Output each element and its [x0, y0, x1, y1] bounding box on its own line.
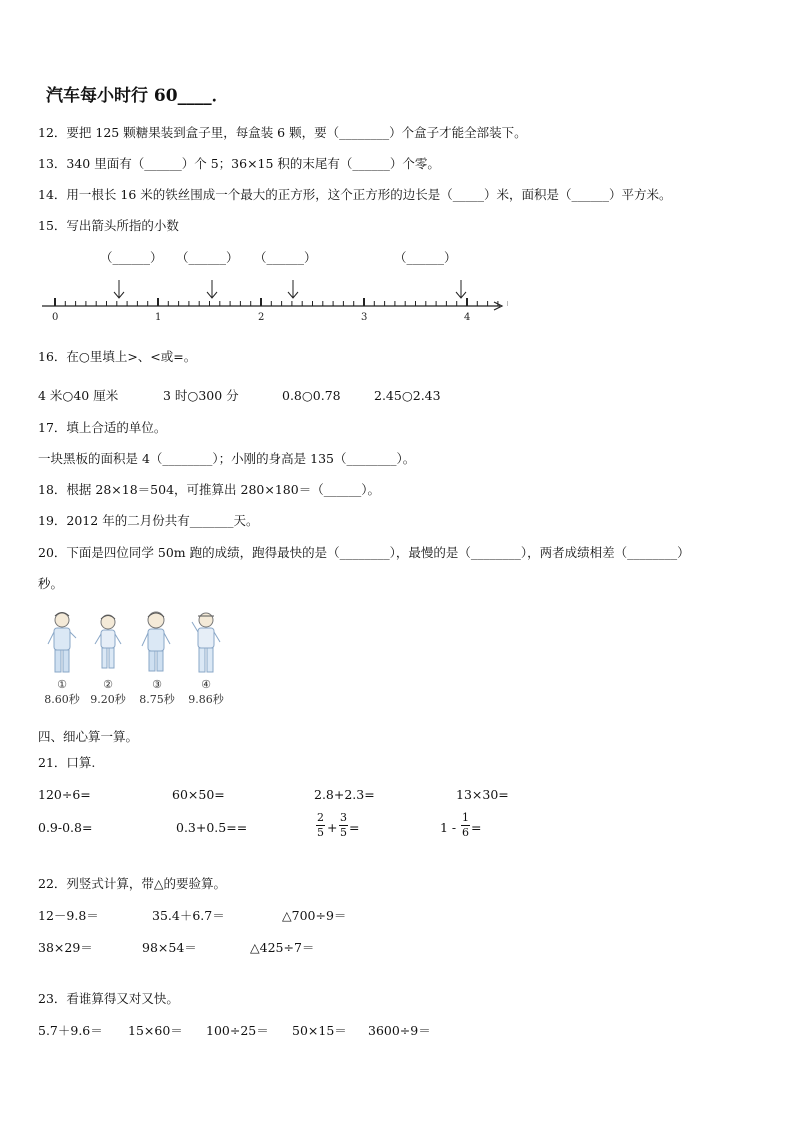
vertical-calc-2: 35.4＋6.7＝: [152, 908, 225, 923]
fraction-1-6: [461, 812, 470, 839]
quick-calc-5: 3600÷9＝: [368, 1023, 431, 1038]
oral-calc-6: 0.3+0.5==: [176, 820, 248, 835]
question-22: 22．列竖式计算，带△的要验算。: [38, 876, 227, 891]
question-14: 14．用一根长 16 米的铁丝围成一个最大的正方形，这个正方形的边长是（_____）米，面积是（______）平方米。: [38, 187, 672, 202]
runner-4-number: ④: [201, 678, 211, 691]
oral-calc-2: 60×50=: [172, 787, 225, 802]
vertical-calc-4: 38×29＝: [38, 940, 93, 955]
runner-1-figure: [48, 613, 76, 673]
number-line: [38, 244, 508, 330]
runner-2-figure: [95, 615, 121, 668]
oral-calc-1: 120÷6=: [38, 787, 91, 802]
numline-blank-2: （______）: [176, 250, 239, 265]
carry-over-line: 汽车每小时行 60____．: [46, 86, 229, 106]
quick-calc-1: 5.7＋9.6＝: [38, 1023, 103, 1038]
arrow-icons: [114, 280, 466, 298]
quick-calc-4: 50×15＝: [292, 1023, 347, 1038]
compare-item-4: 2.45○2.43: [374, 388, 441, 403]
tick-label: 0: [52, 312, 59, 323]
question-18: 18．根据 28×18＝504，可推算出 280×180＝（______）。: [38, 482, 380, 497]
vertical-calc-5: 98×54＝: [142, 940, 197, 955]
runner-1-number: ①: [57, 678, 67, 691]
plus-sign: +: [327, 820, 338, 835]
compare-item-2: 3 时○300 分: [163, 388, 239, 403]
numline-blank-4: （______）: [394, 250, 457, 265]
one-minus: 1 -: [440, 820, 457, 835]
vertical-calc-3: △700÷9＝: [282, 908, 347, 923]
question-19: 19．2012 年的二月份共有_______天。: [38, 513, 259, 528]
numline-blank-1: （______）: [100, 250, 163, 265]
vertical-calc-6: △425÷7＝: [250, 940, 315, 955]
runner-3-label: [137, 678, 177, 707]
question-20-tail: 秒。: [38, 576, 64, 591]
question-17-line: 一块黑板的面积是 4（________）；小刚的身高是 135（________）。: [38, 451, 416, 466]
question-12: 12．要把 125 颗糖果装到盒子里，每盒装 6 颗，要（________）个盒子才能全部装下。: [38, 125, 527, 140]
quick-calc-2: 15×60＝: [128, 1023, 183, 1038]
runner-4-time: 9.86秒: [188, 693, 224, 706]
oral-calc-3: 2.8+2.3=: [314, 787, 375, 802]
question-15: 15．写出箭头所指的小数: [38, 218, 179, 233]
runner-1-label: [42, 678, 82, 707]
fraction-numerator: 1: [462, 811, 469, 824]
fraction-numerator: 2: [317, 811, 324, 824]
question-20: 20．下面是四位同学 50m 跑的成绩，跑得最快的是（________），最慢的是（________），两者成绩相差（________）: [38, 545, 690, 560]
fraction-2-5: [316, 812, 325, 839]
runner-illustrations: [40, 608, 240, 680]
tick-label: 3: [361, 312, 368, 323]
question-21: 21．口算.: [38, 755, 96, 770]
runner-4-figure: [192, 613, 220, 672]
question-16: 16．在○里填上>、<或=。: [38, 349, 197, 364]
fraction-denominator: 5: [340, 826, 347, 839]
section-4-title: 四、细心算一算。: [38, 729, 139, 744]
tick-label: 2: [258, 312, 265, 323]
fraction-denominator: 6: [462, 826, 469, 839]
tick-label: 1: [155, 312, 162, 323]
compare-item-3: 0.8○0.78: [282, 388, 341, 403]
question-23: 23．看谁算得又对又快。: [38, 991, 179, 1006]
quick-calc-3: 100÷25＝: [206, 1023, 269, 1038]
question-17: 17．填上合适的单位。: [38, 420, 167, 435]
fraction-denominator: 5: [317, 826, 324, 839]
runner-2-label: [88, 678, 128, 707]
equals-sign-2: =: [471, 820, 482, 835]
runner-1-time: 8.60秒: [44, 693, 80, 706]
question-13: 13．340 里面有（______）个 5；36×15 积的末尾有（______）个零。: [38, 156, 440, 171]
runner-3-figure: [142, 612, 170, 671]
runner-2-time: 9.20秒: [90, 693, 126, 706]
fraction-3-5: [339, 812, 348, 839]
equals-sign: =: [349, 820, 360, 835]
vertical-calc-1: 12－9.8＝: [38, 908, 99, 923]
tick-label: 4: [464, 312, 471, 323]
runner-4-label: [186, 678, 226, 707]
fraction-numerator: 3: [340, 811, 347, 824]
oral-calc-5: 0.9-0.8=: [38, 820, 93, 835]
compare-item-1: 4 米○40 厘米: [38, 388, 119, 403]
numline-blank-3: （______）: [254, 250, 317, 265]
oral-calc-4: 13×30=: [456, 787, 509, 802]
runner-3-number: ③: [152, 678, 162, 691]
runner-3-time: 8.75秒: [139, 693, 175, 706]
runner-2-number: ②: [103, 678, 113, 691]
